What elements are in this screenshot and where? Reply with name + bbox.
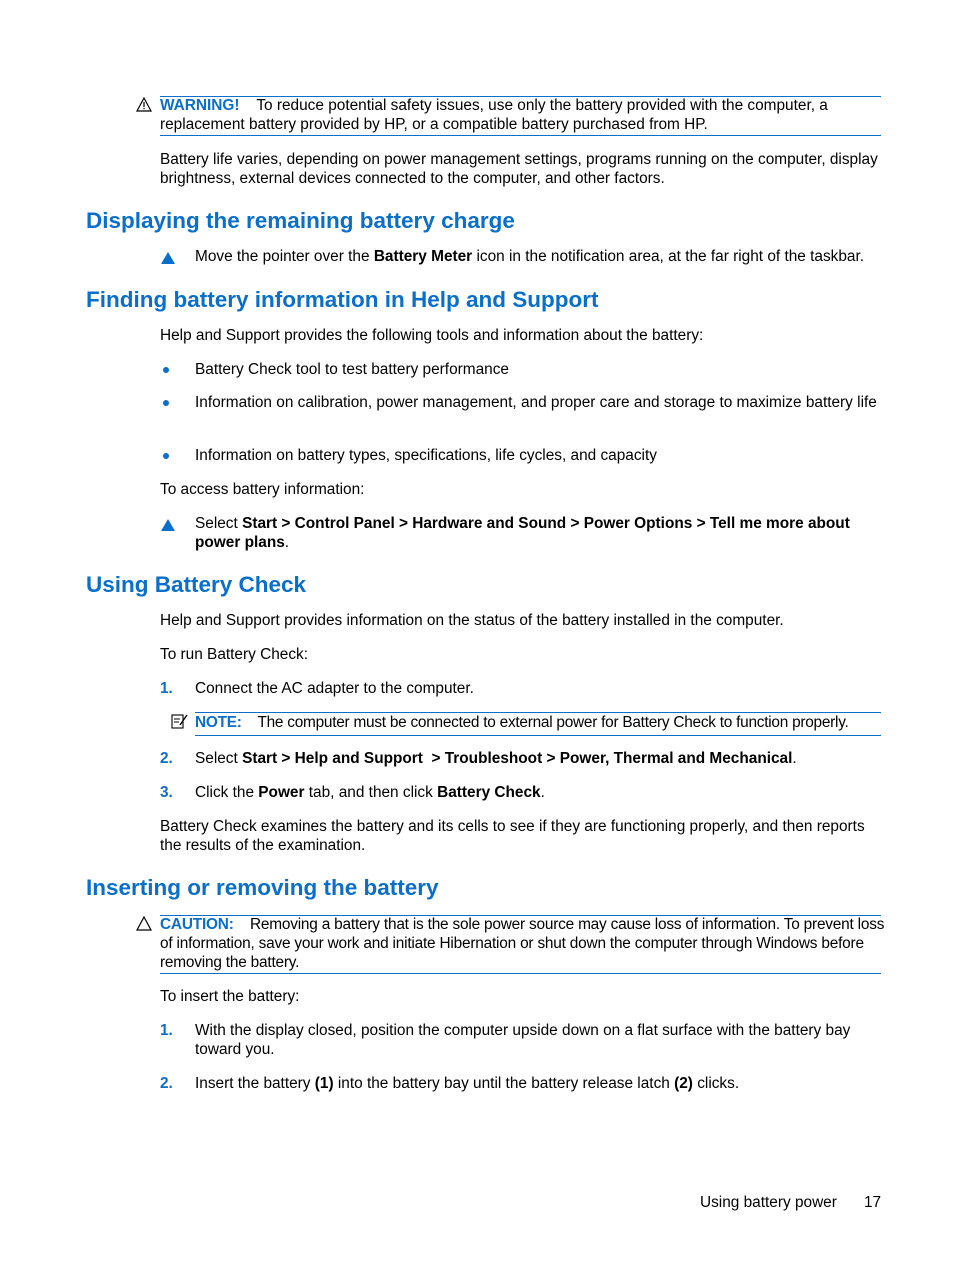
step-battery-meter	[195, 247, 885, 266]
run-battery-check-text: To run Battery Check:	[160, 646, 308, 663]
caution-text: Removing a battery that is the sole power source may cause loss of information. To prevent loss of information, save your work and initiate Hibernation or shut down the computer through Windows before removing the battery.	[160, 916, 885, 971]
intro-paragraph: Battery life varies, depending on power management settings, programs running on the computer, display brightness, external devices connected to the computer, and other factors.	[160, 151, 878, 187]
list-item: Information on calibration, power management, and proper care and storage to maximize battery life	[195, 394, 877, 411]
battery-check-intro: Help and Support provides information on the status of the battery installed in the computer.	[160, 612, 784, 629]
step-text: .	[792, 750, 797, 767]
step-text: Select	[195, 515, 243, 532]
step-text: clicks.	[692, 1075, 740, 1092]
step-number: 1.	[160, 1022, 173, 1039]
battery-check-outro: Battery Check examines the battery and its cells to see if they are functioning properly, and then reports the results of the examination.	[160, 818, 865, 854]
step-text: .	[540, 784, 545, 801]
list-item: Information on battery types, specifications, life cycles, and capacity	[195, 447, 657, 464]
step-click-power-tab	[195, 783, 885, 802]
note-label: NOTE:	[195, 714, 242, 731]
step-number: 3.	[160, 784, 173, 801]
help-support-intro: Help and Support provides the following tools and information about the battery:	[160, 327, 704, 344]
step-bold: Start > Help and Support > Troubleshoot > Power, Thermal and Mechanical	[242, 750, 793, 767]
step-text: Insert the battery	[195, 1075, 315, 1092]
step-text: tab, and then click	[304, 784, 438, 801]
step-text: .	[284, 534, 290, 551]
step-bold: (1)	[314, 1075, 334, 1092]
bullet-icon	[163, 400, 169, 406]
caution-bottom-rule	[160, 973, 881, 974]
note-text: The computer must be connected to external power for Battery Check to function properly.	[257, 714, 849, 731]
bullet-icon	[163, 453, 169, 459]
section-heading-inserting-removing: Inserting or removing the battery	[86, 875, 439, 900]
list-item: Battery Check tool to test battery performance	[195, 361, 509, 378]
step-position-computer: With the display closed, position the computer upside down on a flat surface with the battery bay toward you.	[195, 1022, 851, 1058]
step-text: into the battery bay until the battery release latch	[333, 1075, 675, 1092]
warning-icon	[136, 97, 152, 112]
caution-icon	[136, 916, 152, 931]
step-insert-battery	[195, 1074, 885, 1093]
step-bold: (2)	[674, 1075, 693, 1092]
warning-bottom-rule	[160, 135, 881, 136]
insert-battery-text: To insert the battery:	[160, 988, 300, 1005]
step-bold: Power	[258, 784, 305, 801]
page-number: 17	[864, 1194, 882, 1211]
warning-callout	[160, 96, 885, 134]
step-text: icon in the notification area, at the far right of the taskbar.	[472, 248, 865, 265]
bullet-icon	[163, 367, 169, 373]
note-icon	[171, 713, 189, 729]
step-bold: Battery Check	[437, 784, 541, 801]
step-number: 1.	[160, 680, 173, 697]
section-heading-battery-check: Using Battery Check	[86, 572, 307, 597]
warning-text: To reduce potential safety issues, use only the battery provided with the computer, a replacement battery provided by HP, or a compatible battery purchased from HP.	[160, 97, 828, 133]
step-bold: Battery Meter	[373, 248, 473, 265]
note-bottom-rule	[195, 735, 881, 736]
step-text: Click the	[195, 784, 259, 801]
step-triangle-icon	[161, 252, 175, 264]
warning-label: WARNING!	[160, 97, 240, 114]
section-heading-displaying-charge: Displaying the remaining battery charge	[86, 208, 515, 233]
access-info-text: To access battery information:	[160, 481, 365, 498]
step-bold: Start > Control Panel > Hardware and Sound > Power Options > Tell me more about power plans	[195, 515, 850, 551]
step-power-plans	[195, 514, 885, 552]
footer-title: Using battery power	[700, 1194, 837, 1211]
step-number: 2.	[160, 1075, 173, 1092]
caution-label: CAUTION:	[160, 916, 234, 933]
step-select-power-thermal	[195, 749, 885, 768]
step-text: Move the pointer over the	[195, 248, 374, 265]
note-callout	[195, 713, 885, 732]
step-connect-ac: Connect the AC adapter to the computer.	[195, 680, 474, 697]
section-heading-help-support: Finding battery information in Help and Support	[86, 287, 599, 312]
caution-callout	[160, 915, 885, 972]
step-text: Select	[195, 750, 243, 767]
step-triangle-icon	[161, 519, 175, 531]
step-number: 2.	[160, 750, 173, 767]
